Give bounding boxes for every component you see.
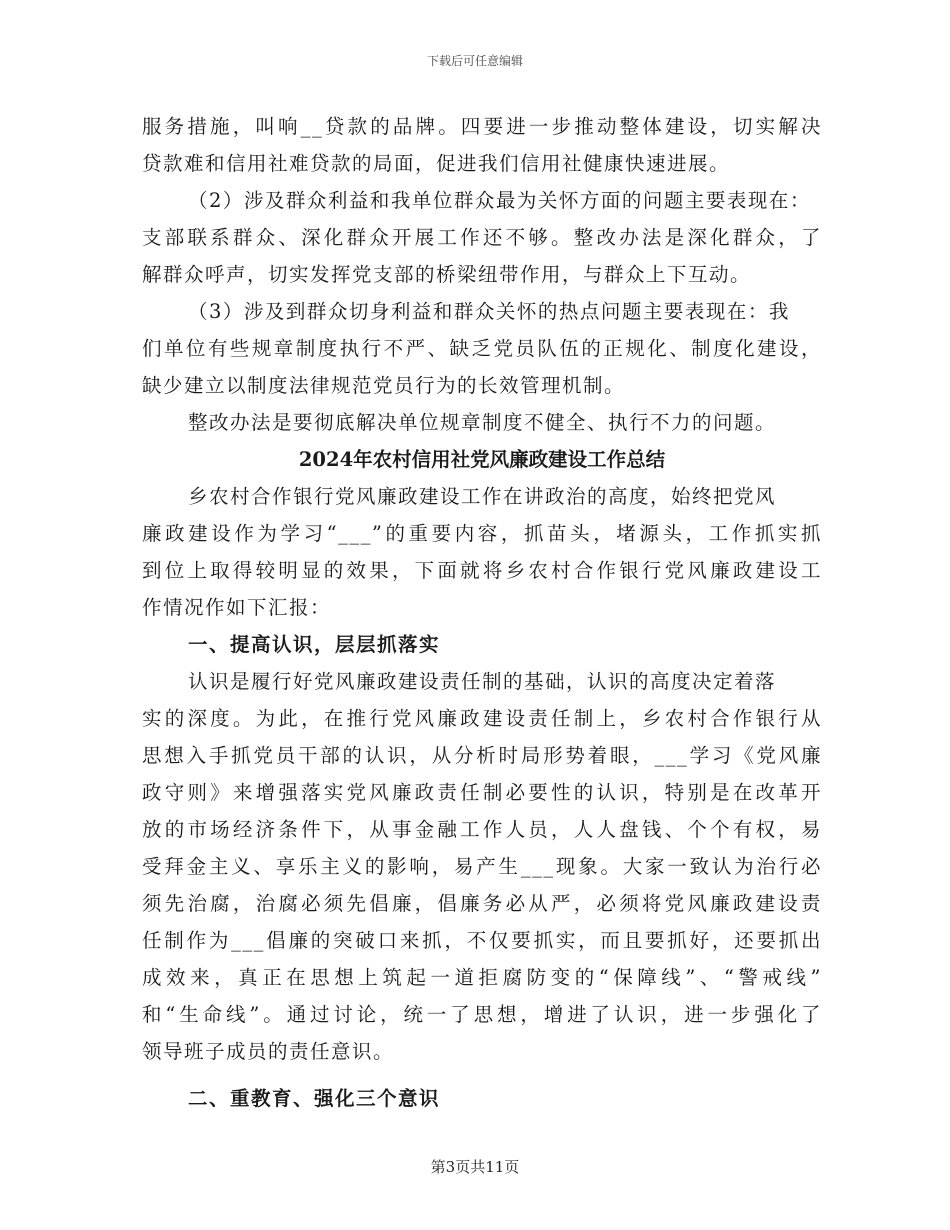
section-heading: 二、重教育、强化三个意识	[188, 1087, 441, 1110]
paragraph-line: 支部联系群众、深化群众开展工作还不够。整改办法是深化群众，了	[142, 226, 822, 249]
document-body	[142, 108, 822, 1117]
paragraph-line: 须先治腐，治腐必须先倡廉，倡廉务必从严，必须将党风廉政建设责	[142, 892, 822, 915]
paragraph-line: （3）涉及到群众切身利益和群众关怀的热点问题主要表现在：我	[188, 300, 790, 323]
spacer	[142, 1070, 822, 1080]
section-heading: 一、提高认识，层层抓落实	[188, 633, 441, 656]
paragraph-line: 们单位有些规章制度执行不严、缺乏党员队伍的正规化、制度化建设，	[142, 337, 822, 360]
paragraph-line: （2）涉及群众利益和我单位群众最为关怀方面的问题主要表现在：	[188, 189, 811, 212]
paragraph-line: 成效来，真正在思想上筑起一道拒腐防变的“保障线”、“警戒线”	[142, 966, 822, 989]
paragraph-line: 领导班子成员的责任意识。	[142, 1040, 395, 1063]
paragraph-line: 认识是履行好党风廉政建设责任制的基础，认识的高度决定着落	[188, 670, 777, 693]
paragraph-line: 贷款难和信用社难贷款的局面，促进我们信用社健康快速进展。	[142, 152, 731, 175]
paragraph-line: 作情况作如下汇报：	[142, 596, 332, 619]
paragraph-line: 服务措施，叫响__贷款的品牌。四要进一步推动整体建设，切实解决	[142, 115, 822, 138]
paragraph-line: 整改办法是要彻底解决单位规章制度不健全、执行不力的问题。	[188, 411, 777, 434]
paragraph-line: 缺少建立以制度法律规范党员行为的长效管理机制。	[142, 374, 626, 397]
document-title: 2024年农村信用社党风廉政建设工作总结	[298, 448, 666, 471]
paragraph-line: 放的市场经济条件下，从事金融工作人员，人人盘钱、个个有权，易	[142, 818, 822, 841]
paragraph-line: 实的深度。为此，在推行党风廉政建设责任制上，乡农村合作银行从	[142, 707, 822, 730]
paragraph-line: 和“生命线”。通过讨论，统一了思想，增进了认识，进一步强化了	[142, 1003, 822, 1026]
page-footer: 第3页共11页	[430, 1158, 520, 1176]
paragraph-line: 任制作为___倡廉的突破口来抓，不仅要抓实，而且要抓好，还要抓出	[142, 929, 822, 952]
paragraph-line: 思想入手抓党员干部的认识，从分析时局形势着眼，___学习《党风廉	[142, 744, 822, 767]
paragraph-line: 受拜金主义、享乐主义的影响，易产生___现象。大家一致认为治行必	[142, 855, 822, 878]
paragraph-line: 乡农村合作银行党风廉政建设工作在讲政治的高度，始终把党风	[188, 485, 777, 508]
paragraph-line: 政守则》来增强落实党风廉政责任制必要性的认识，特别是在改革开	[142, 781, 822, 804]
paragraph-line: 解群众呼声，切实发挥党支部的桥梁纽带作用，与群众上下互动。	[142, 263, 752, 286]
page-header: 下载后可任意编辑	[426, 54, 523, 68]
paragraph-line: 廉政建设作为学习“___”的重要内容，抓苗头，堵源头，工作抓实抓	[142, 522, 822, 545]
paragraph-line: 到位上取得较明显的效果，下面就将乡农村合作银行党风廉政建设工	[142, 559, 822, 582]
